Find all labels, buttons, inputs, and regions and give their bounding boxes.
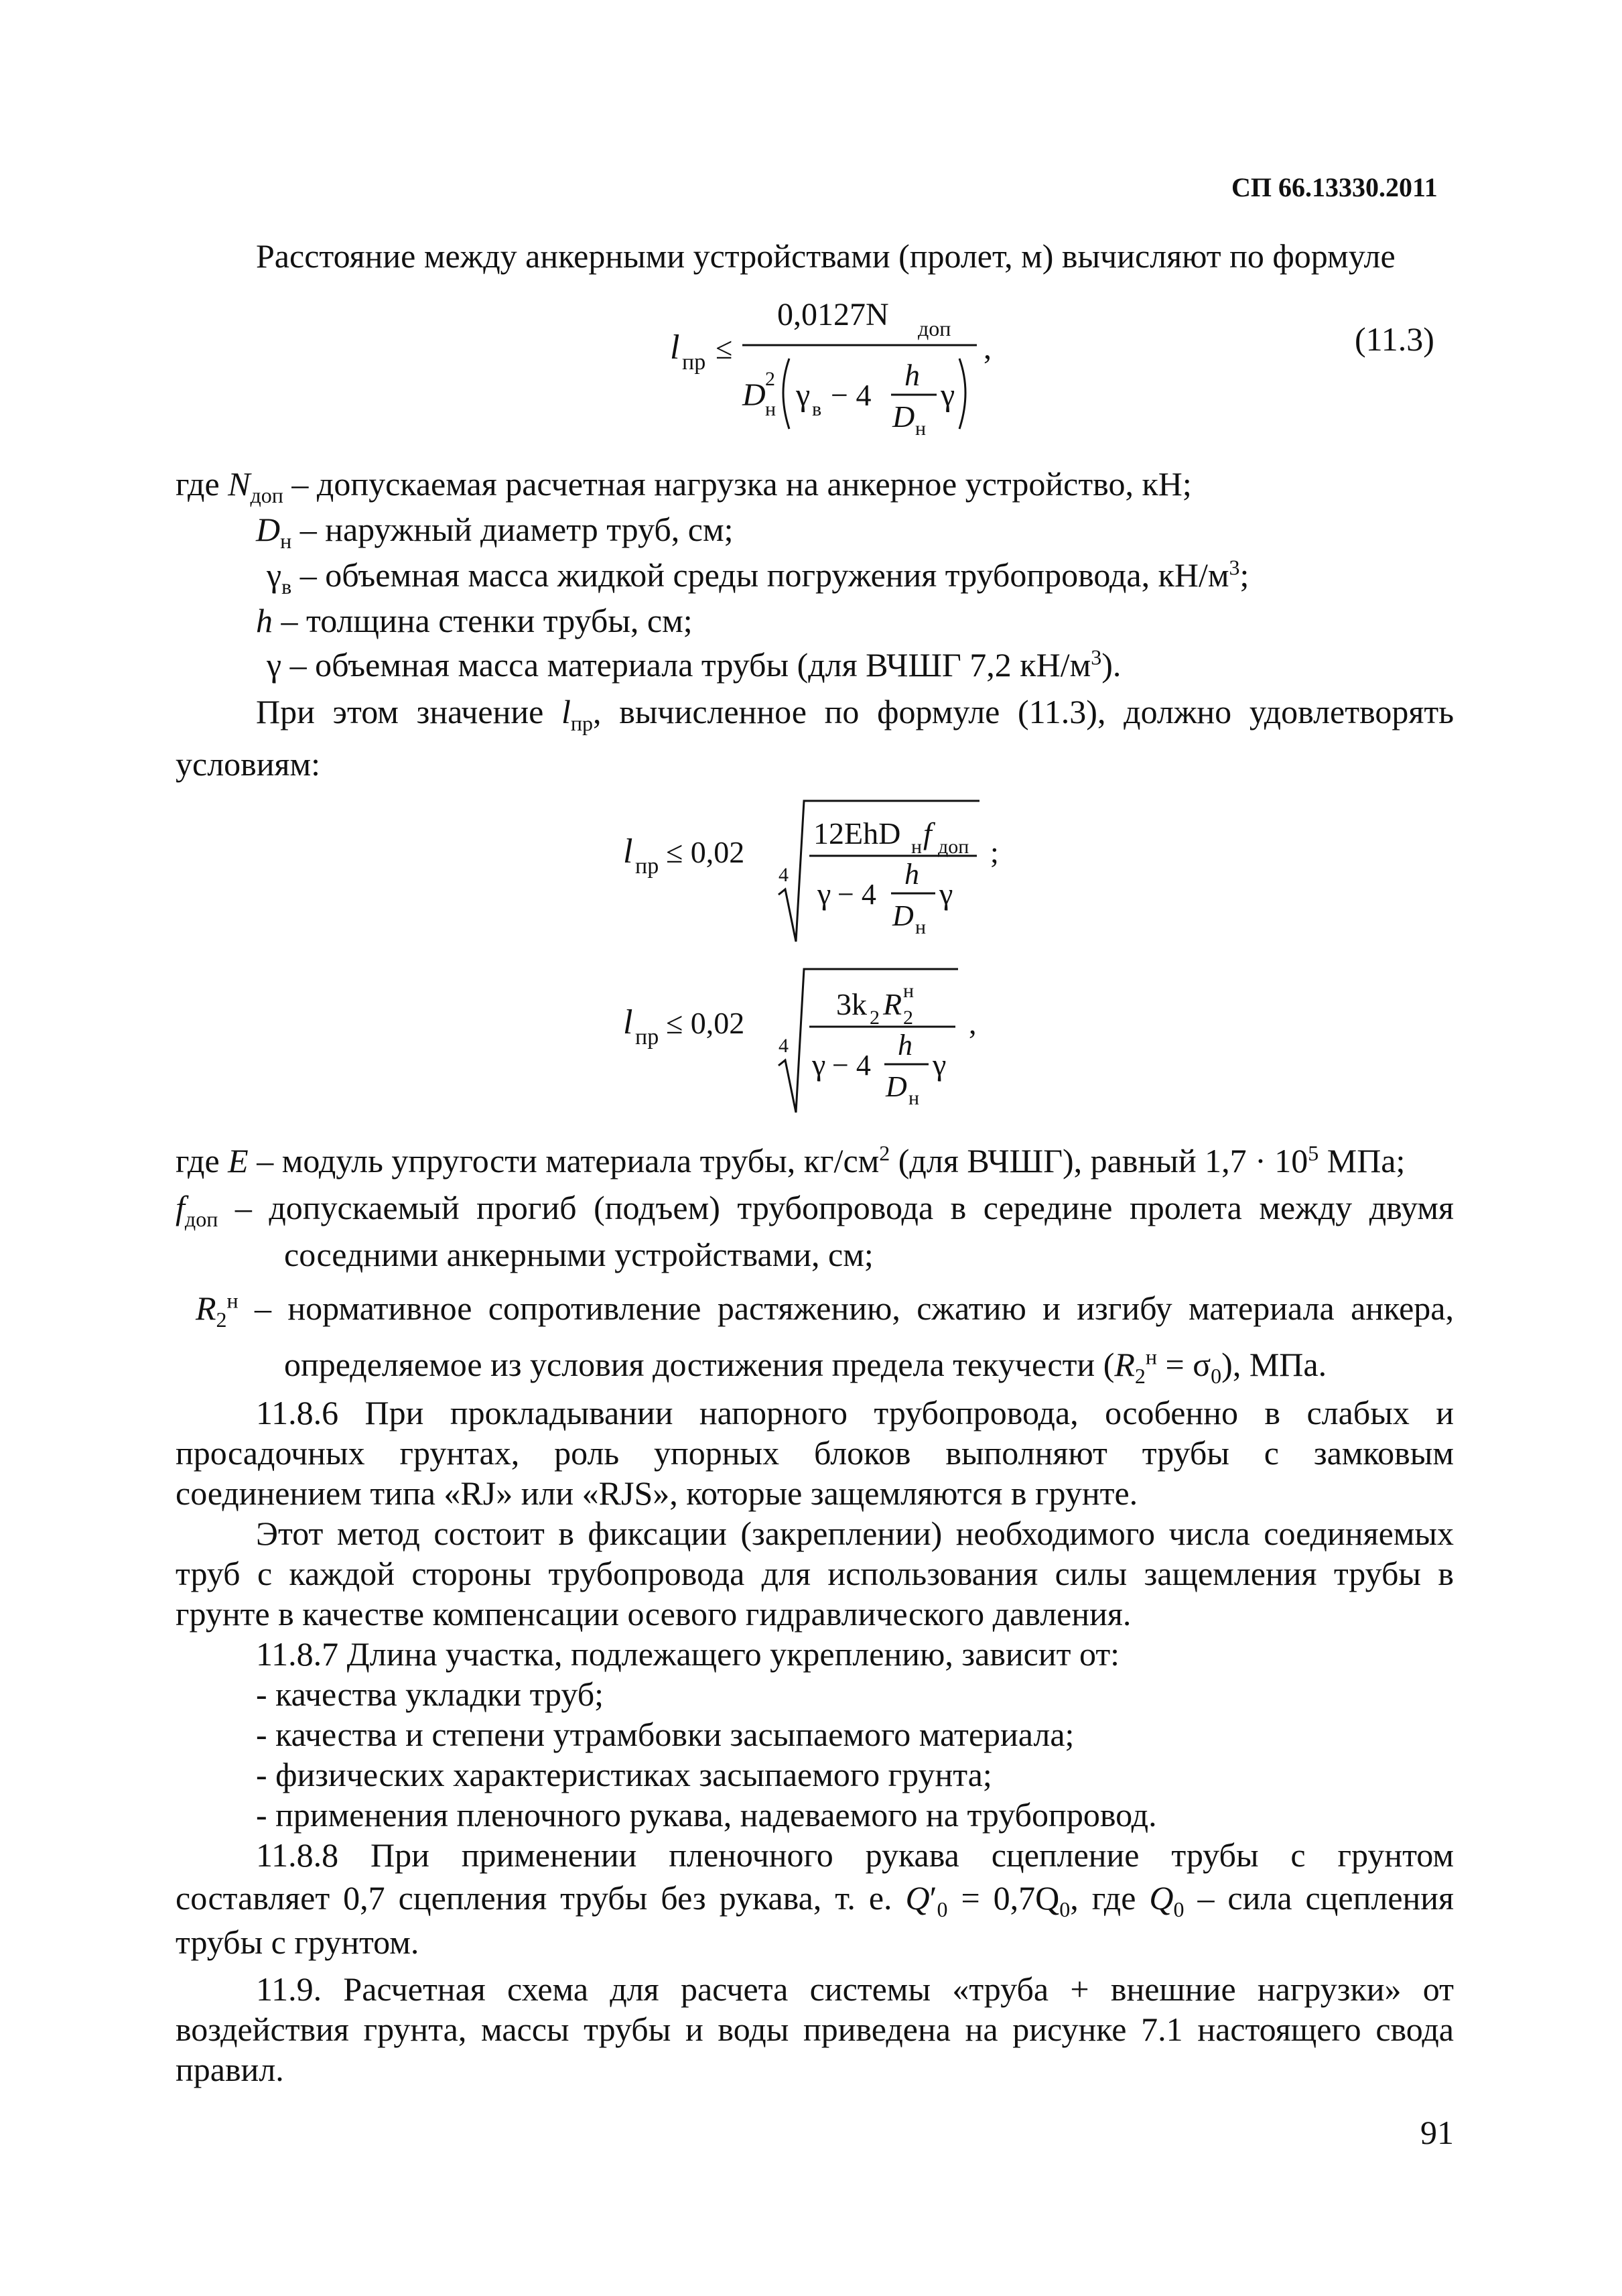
svg-text:,: ,	[984, 330, 992, 366]
where-item-r2-line-2: определяемое из условия достижения предела текучести $(R_2^н = \sigma_0)$, МПа.	[284, 1344, 1327, 1388]
svg-text:2: 2	[903, 1007, 913, 1029]
svg-text:D: D	[886, 1070, 907, 1103]
para-11-9-line-3: правил.	[176, 2051, 284, 2088]
where-item-dn: $D_н$ – наружный диаметр труб, см;	[256, 511, 734, 553]
svg-text:l: l	[623, 1003, 633, 1041]
svg-text:4: 4	[779, 1035, 789, 1057]
svg-text:f: f	[923, 816, 932, 850]
where-item-gamma: γ – объемная масса материала трубы (для ВЧШГ 7,2 $кН/м^3$).	[267, 645, 1122, 684]
list-item: - качества и степени утрамбовки засыпаемого материала;	[256, 1716, 1075, 1753]
condition-paragraph-line-1: При этом значение $l_{пр}$, вычисленное по формуле (11.3), должно удовлетворять	[256, 693, 1455, 735]
svg-text:н: н	[903, 980, 915, 1002]
svg-text:н: н	[915, 916, 927, 938]
svg-text:≤ 0,02: ≤ 0,02	[666, 835, 745, 869]
para-method-line-2: труб с каждой стороны трубопровода для использования силы защемления трубы в	[176, 1555, 1454, 1592]
list-item: - применения пленочного рукава, надеваемого на трубопровод.	[256, 1796, 1157, 1834]
para-11-9-line-2: воздействия грунта, массы трубы и воды приведена на рисунке 7.1 настоящего свода	[176, 2011, 1454, 2048]
svg-text:h: h	[904, 358, 920, 392]
svg-text:пр: пр	[635, 1025, 659, 1049]
svg-text:н: н	[765, 398, 776, 420]
svg-text:h: h	[898, 1029, 913, 1062]
svg-text:н: н	[911, 836, 923, 858]
page-number: 91	[1420, 2114, 1454, 2151]
svg-text:4: 4	[779, 864, 789, 886]
svg-text:γ: γ	[933, 1047, 947, 1082]
formula-11-3	[670, 285, 1005, 442]
para-11-8-6-line-2: просадочных грунтах, роль упорных блоков выполняют трубы с замковым	[176, 1434, 1454, 1472]
para-11-8-7-heading: 11.8.7 Длина участка, подлежащего укреплению, зависит от:	[256, 1635, 1120, 1673]
list-item: - качества укладки труб;	[256, 1675, 604, 1713]
para-11-8-8-line-2: составляет 0,7 сцепления трубы без рукава, т. е. $Q'_0 = 0,7Q_0$, где $Q_0$ – сила сцепления	[176, 1879, 1455, 1921]
where-item-h: h – толщина стенки трубы, см;	[256, 602, 693, 639]
where-item-gamma-v: $\gamma_в$ – объемная масса жидкой среды погружения трубопровода, $кН/м^3$;	[267, 555, 1249, 598]
para-11-9-line-1: 11.9. Расчетная схема для расчета системы «труба + внешние нагрузки» от	[256, 1970, 1454, 2008]
svg-text:≤: ≤	[716, 331, 733, 365]
svg-text:;: ;	[990, 835, 999, 869]
svg-text:3k: 3k	[836, 987, 867, 1021]
svg-text:− 4: − 4	[837, 878, 876, 911]
standard-code-header: СП 66.13330.2011	[1231, 172, 1438, 202]
svg-text:12EhD: 12EhD	[813, 816, 901, 850]
where-item-fdop-line-1: $f_{доп}$ – допускаемый прогиб (подъем) трубопровода в середине пролета между двумя	[176, 1189, 1455, 1231]
formula-condition-2	[623, 958, 1025, 1123]
svg-text:h: h	[904, 858, 919, 891]
svg-text:γ: γ	[939, 877, 953, 911]
svg-text:в: в	[812, 398, 822, 420]
svg-text:D: D	[742, 377, 766, 413]
where-item-r2-line-1: $R_2^н$ – нормативное сопротивление растяжению, сжатию и изгибу материала анкера,	[196, 1288, 1454, 1332]
svg-text:γ: γ	[812, 1047, 826, 1082]
para-11-8-8-line-1: 11.8.8 При применении пленочного рукава сцепление трубы с грунтом	[256, 1836, 1454, 1874]
svg-text:D: D	[892, 399, 915, 434]
svg-text:н: н	[908, 1087, 920, 1109]
where-item-fdop-line-2: соседними анкерными устройствами, см;	[284, 1236, 874, 1273]
svg-text:γ: γ	[796, 377, 811, 413]
svg-text:γ: γ	[817, 877, 831, 911]
intro-line: Расстояние между анкерными устройствами (пролет, м) вычисляют по формуле	[256, 237, 1396, 275]
para-11-8-6-line-3: соединением типа «RJ» или «RJS», которые защемляются в грунте.	[176, 1474, 1138, 1512]
svg-text:пр: пр	[682, 350, 706, 375]
svg-text:,: ,	[969, 1006, 977, 1040]
svg-text:≤ 0,02: ≤ 0,02	[666, 1006, 745, 1040]
svg-text:доп: доп	[938, 836, 969, 858]
where-item-ndop: где $N_{доп}$ – допускаемая расчетная нагрузка на анкерное устройство, кН;	[176, 465, 1192, 507]
svg-text:н: н	[915, 418, 927, 440]
svg-text:− 4: − 4	[831, 378, 872, 412]
list-item: - физических характеристиках засыпаемого грунта;	[256, 1756, 992, 1793]
formula-11-3-number: (11.3)	[1355, 320, 1434, 358]
svg-text:2: 2	[765, 368, 775, 390]
svg-text:R: R	[883, 987, 902, 1021]
formula-condition-1	[623, 787, 1025, 952]
svg-text:l: l	[670, 328, 680, 367]
svg-text:− 4: − 4	[832, 1049, 871, 1082]
para-11-8-6-line-1: 11.8.6 При прокладывании напорного трубопровода, особенно в слабых и	[256, 1394, 1454, 1431]
condition-paragraph-line-2: условиям:	[176, 745, 321, 783]
para-method-line-3: грунте в качестве компенсации осевого гидравлического давления.	[176, 1595, 1132, 1633]
para-method-line-1: Этот метод состоит в фиксации (закреплении) необходимого числа соединяемых	[256, 1515, 1454, 1552]
where-item-e: где E – модуль упругости материала трубы, $кг/см^2$ (для ВЧШГ), равный $1,7 \cdot 10^5$ МПа;	[176, 1141, 1406, 1179]
svg-text:D: D	[892, 899, 914, 932]
svg-text:2: 2	[870, 1007, 880, 1029]
svg-text:доп: доп	[918, 316, 951, 340]
para-11-8-8-line-3: трубы с грунтом.	[176, 1923, 419, 1961]
svg-text:γ: γ	[941, 377, 955, 413]
svg-text:пр: пр	[635, 854, 659, 879]
svg-text:l: l	[623, 832, 633, 871]
svg-text:0,0127N: 0,0127N	[777, 297, 889, 332]
